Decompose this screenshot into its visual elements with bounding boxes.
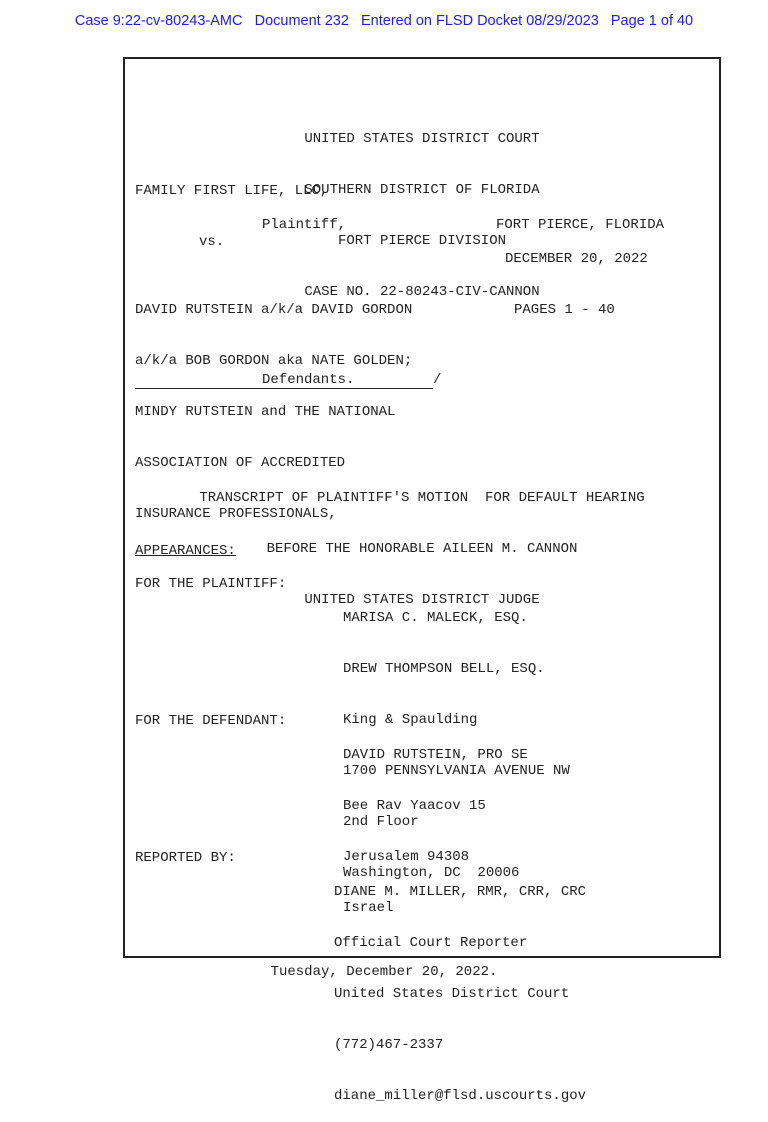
transcript-title-line: BEFORE THE HONORABLE AILEEN M. CANNON	[266, 541, 578, 557]
counsel-line: Bee Rav Yaacov 15	[343, 798, 486, 814]
page-indicator: Page 1 of 40	[610, 13, 694, 29]
hearing-date: DECEMBER 20, 2022	[505, 251, 648, 267]
plaintiff-label: Plaintiff,	[262, 217, 347, 233]
counsel-line: DAVID RUTSTEIN, PRO SE	[343, 747, 528, 763]
counsel-line: Washington, DC 20006	[343, 865, 520, 881]
versus-label: vs.	[199, 234, 225, 250]
division-name: FORT PIERCE DIVISION	[337, 233, 507, 249]
defendant-line: INSURANCE PROFESSIONALS,	[135, 506, 337, 522]
hearing-location: FORT PIERCE, FLORIDA	[496, 217, 665, 233]
docket-header	[0, 13, 768, 29]
counsel-line: King & Spaulding	[343, 712, 478, 728]
defendants-label: Defendants.	[262, 372, 355, 388]
case-no: CASE NO. 22-80243-CIV-CANNON	[304, 284, 540, 300]
counsel-line: Israel	[343, 900, 394, 916]
counsel-line: Jerusalem 94308	[343, 849, 470, 865]
page-footer-date: Tuesday, December 20, 2022.	[270, 964, 498, 980]
defendant-counsel-label: FOR THE DEFENDANT:	[135, 713, 287, 729]
reporter-line: United States District Court	[334, 986, 570, 1002]
reporter-line: Official Court Reporter	[334, 935, 528, 951]
plaintiff-counsel-label: FOR THE PLAINTIFF:	[135, 576, 287, 592]
reporter-label: REPORTED BY:	[135, 850, 236, 866]
defendant-line: a/k/a BOB GORDON aka NATE GOLDEN;	[135, 353, 413, 369]
appearances-heading: APPEARANCES:	[135, 543, 236, 559]
reporter-block	[334, 850, 586, 1122]
counsel-line: MARISA C. MALECK, ESQ.	[343, 610, 528, 626]
reporter-email: diane_miller@flsd.uscourts.gov	[334, 1088, 587, 1104]
plaintiff-name: FAMILY FIRST LIFE, LLC,	[135, 183, 329, 199]
case-number: Case 9:22-cv-80243-AMC	[74, 13, 243, 29]
reporter-line: (772)467-2337	[334, 1037, 444, 1053]
counsel-line: DREW THOMPSON BELL, ESQ.	[343, 661, 545, 677]
transcript-title-line: TRANSCRIPT OF PLAINTIFF'S MOTION FOR DEFAULT HEARING	[199, 490, 645, 506]
document-number: Document 232	[254, 13, 349, 29]
district-name: SOUTHERN DISTRICT OF FLORIDA	[304, 182, 540, 198]
page-range: PAGES 1 - 40	[514, 302, 615, 318]
caption-rule	[135, 388, 433, 389]
defendant-line: ASSOCIATION OF ACCREDITED	[135, 455, 346, 471]
defendant-line: DAVID RUTSTEIN a/k/a DAVID GORDON	[135, 302, 413, 318]
defendant-line: MINDY RUTSTEIN and THE NATIONAL	[135, 404, 396, 420]
reporter-line: DIANE M. MILLER, RMR, CRR, CRC	[334, 884, 587, 900]
transcript-title-line: UNITED STATES DISTRICT JUDGE	[304, 592, 540, 608]
docket-entry: Entered on FLSD Docket 08/29/2023	[361, 13, 599, 29]
court-name: UNITED STATES DISTRICT COURT	[304, 131, 540, 147]
counsel-line: 1700 PENNSYLVANIA AVENUE NW	[343, 763, 570, 779]
counsel-line: 2nd Floor	[343, 814, 419, 830]
caption-slash: /	[433, 372, 442, 388]
